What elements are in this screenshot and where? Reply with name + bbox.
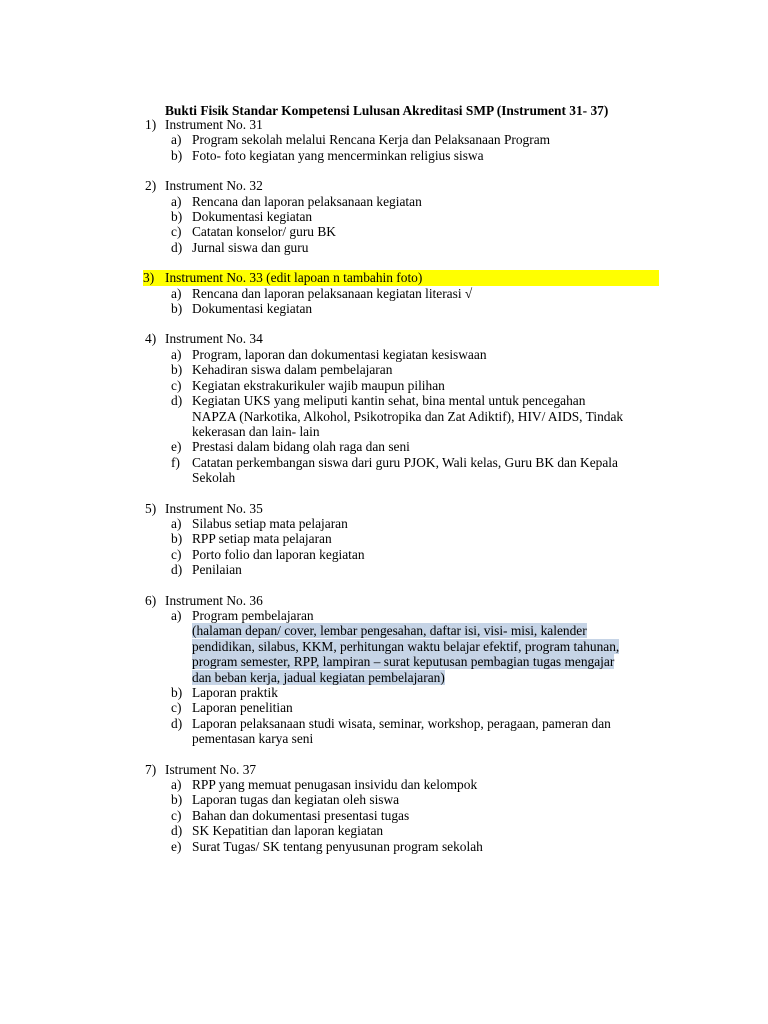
item-text: Porto folio dan laporan kegiatan xyxy=(192,546,365,562)
item-text: Catatan perkembangan siswa dari guru PJOK, Wali kelas, Guru BK dan Kepala xyxy=(192,454,618,470)
list-item xyxy=(145,531,665,546)
item-letter: e) xyxy=(171,439,182,455)
section-label: Instrument No. 34 xyxy=(165,331,263,347)
item-letter: f) xyxy=(171,454,180,470)
list-item xyxy=(145,547,665,562)
instrument-list xyxy=(145,117,665,869)
list-item xyxy=(145,685,665,700)
section-header xyxy=(145,117,665,132)
section-header xyxy=(145,331,665,346)
item-text: Kegiatan UKS yang meliputi kantin sehat, bina mental untuk pencegahan xyxy=(192,393,586,409)
instrument-section xyxy=(145,762,665,854)
item-text: Catatan konselor/ guru BK xyxy=(192,224,336,240)
item-text: Program, laporan dan dokumentasi kegiatan kesiswaan xyxy=(192,346,487,362)
item-letter: c) xyxy=(171,546,182,562)
item-text: Kehadiran siswa dalam pembelajaran xyxy=(192,362,393,378)
list-item xyxy=(145,608,665,623)
highlighted-note-text: dan beban kerja, jadual kegiatan pembelajaran) xyxy=(192,669,445,685)
item-text: Rencana dan laporan pelaksanaan kegiatan literasi √ xyxy=(192,285,473,301)
item-letter: b) xyxy=(171,362,183,378)
list-item xyxy=(145,393,665,408)
item-letter: a) xyxy=(171,285,182,301)
item-text: Kegiatan ekstrakurikuler wajib maupun pilihan xyxy=(192,377,445,393)
item-letter: c) xyxy=(171,807,182,823)
section-number: 6) xyxy=(145,592,157,608)
list-item xyxy=(145,240,665,255)
section-number: 4) xyxy=(145,331,157,347)
item-text: Rencana dan laporan pelaksanaan kegiatan xyxy=(192,193,422,209)
item-letter: c) xyxy=(171,377,182,393)
list-item xyxy=(145,700,665,715)
item-letter: d) xyxy=(171,562,183,578)
list-item xyxy=(145,347,665,362)
section-label: Instrument No. 32 xyxy=(165,178,263,194)
list-item xyxy=(145,808,665,823)
list-item xyxy=(145,562,665,577)
list-item xyxy=(145,439,665,454)
section-label: Instrument No. 36 xyxy=(165,592,263,608)
list-item xyxy=(145,362,665,377)
list-item xyxy=(145,301,665,316)
item-text: RPP yang memuat penugasan insividu dan kelompok xyxy=(192,777,478,793)
item-letter: c) xyxy=(171,224,182,240)
item-text: Program pembelajaran xyxy=(192,607,314,623)
item-text: Surat Tugas/ SK tentang penyusunan program sekolah xyxy=(192,838,483,854)
item-text: RPP setiap mata pelajaran xyxy=(192,531,332,547)
item-text: Prestasi dalam bidang olah raga dan seni xyxy=(192,439,410,455)
item-letter: d) xyxy=(171,715,183,731)
item-letter: d) xyxy=(171,823,183,839)
list-item xyxy=(145,148,665,163)
section-number: 5) xyxy=(145,500,157,516)
highlighted-note-text: program semester, RPP, lampiran – surat keputusan pembagian tugas mengajar xyxy=(192,654,615,670)
item-letter: d) xyxy=(171,393,183,409)
section-header xyxy=(145,501,665,516)
item-text: Penilaian xyxy=(192,562,242,578)
highlighted-note-text: pendidikan, silabus, KKM, perhitungan waktu belajar efektif, program tahunan, xyxy=(192,638,620,654)
item-text-continued: Sekolah xyxy=(192,470,236,486)
item-letter: b) xyxy=(171,685,183,700)
item-letter: a) xyxy=(171,515,182,531)
item-letter: a) xyxy=(171,132,182,148)
item-letter: b) xyxy=(171,531,183,547)
item-letter: b) xyxy=(171,301,183,317)
item-letter: b) xyxy=(171,792,183,808)
list-item xyxy=(145,716,665,731)
instrument-section xyxy=(145,331,665,485)
item-letter: d) xyxy=(171,239,183,255)
list-item xyxy=(145,839,665,854)
item-text: Silabus setiap mata pelajaran xyxy=(192,515,348,531)
item-letter: c) xyxy=(171,700,182,716)
item-letter: b) xyxy=(171,209,183,225)
section-header xyxy=(145,178,665,193)
item-letter: b) xyxy=(171,147,183,163)
item-text-continued: kekerasan dan lain- lain xyxy=(192,423,320,439)
instrument-section xyxy=(145,117,665,163)
instrument-section xyxy=(145,270,665,316)
section-number: 2) xyxy=(145,178,157,194)
item-text: Laporan tugas dan kegiatan oleh siswa xyxy=(192,792,400,808)
item-letter: a) xyxy=(171,193,182,209)
list-item xyxy=(145,792,665,807)
highlighted-note-line xyxy=(145,639,665,654)
section-label: Instrument No. 31 xyxy=(165,117,263,132)
item-text: Foto- foto kegiatan yang mencerminkan religius siswa xyxy=(192,147,484,163)
item-text: Program sekolah melalui Rencana Kerja dan Pelaksanaan Program xyxy=(192,132,551,148)
list-item xyxy=(145,286,665,301)
list-item xyxy=(145,516,665,531)
item-text: Bahan dan dokumentasi presentasi tugas xyxy=(192,807,410,823)
instrument-section xyxy=(145,178,665,255)
section-number: 3) xyxy=(143,270,155,286)
instrument-section xyxy=(145,501,665,578)
list-item xyxy=(145,132,665,147)
highlighted-note-line xyxy=(145,654,665,669)
item-text: Jurnal siswa dan guru xyxy=(192,239,309,255)
item-text: Dokumentasi kegiatan xyxy=(192,209,313,225)
section-number: 1) xyxy=(145,117,157,132)
list-item xyxy=(145,209,665,224)
item-text-continued: pementasan karya seni xyxy=(192,731,314,747)
item-letter: a) xyxy=(171,777,182,793)
item-letter: a) xyxy=(171,607,182,623)
item-text: Laporan penelitian xyxy=(192,700,293,716)
item-text-continued: NAPZA (Narkotika, Alkohol, Psikotropika dan Zat Adiktif), HIV/ AIDS, Tindak xyxy=(192,408,624,424)
document-title: Bukti Fisik Standar Kompetensi Lulusan Akreditasi SMP (Instrument 31- 37) xyxy=(165,103,609,118)
section-number: 7) xyxy=(145,761,157,777)
section-label: Istrument No. 37 xyxy=(165,761,257,777)
item-text: SK Kepatitian dan laporan kegiatan xyxy=(192,823,384,839)
list-item xyxy=(145,777,665,792)
list-item xyxy=(145,823,665,838)
section-header xyxy=(145,593,665,608)
item-text: Laporan pelaksanaan studi wisata, seminar, workshop, peragaan, pameran dan xyxy=(192,715,611,731)
item-letter: e) xyxy=(171,838,182,854)
list-item xyxy=(145,378,665,393)
highlighted-note-line xyxy=(145,623,665,638)
list-item xyxy=(145,224,665,239)
highlighted-section-header xyxy=(143,270,659,285)
section-label: Instrument No. 35 xyxy=(165,500,263,516)
list-item xyxy=(145,455,665,470)
list-item xyxy=(145,194,665,209)
instrument-section xyxy=(145,593,665,747)
section-label: Instrument No. 33 (edit lapoan n tambahin foto) xyxy=(165,270,423,286)
section-header xyxy=(145,762,665,777)
highlighted-note-text: (halaman depan/ cover, lembar pengesahan, daftar isi, visi- misi, kalender xyxy=(192,623,587,639)
item-text: Laporan praktik xyxy=(192,685,278,700)
item-letter: a) xyxy=(171,346,182,362)
highlighted-note-line xyxy=(145,670,665,685)
item-text: Dokumentasi kegiatan xyxy=(192,301,313,317)
